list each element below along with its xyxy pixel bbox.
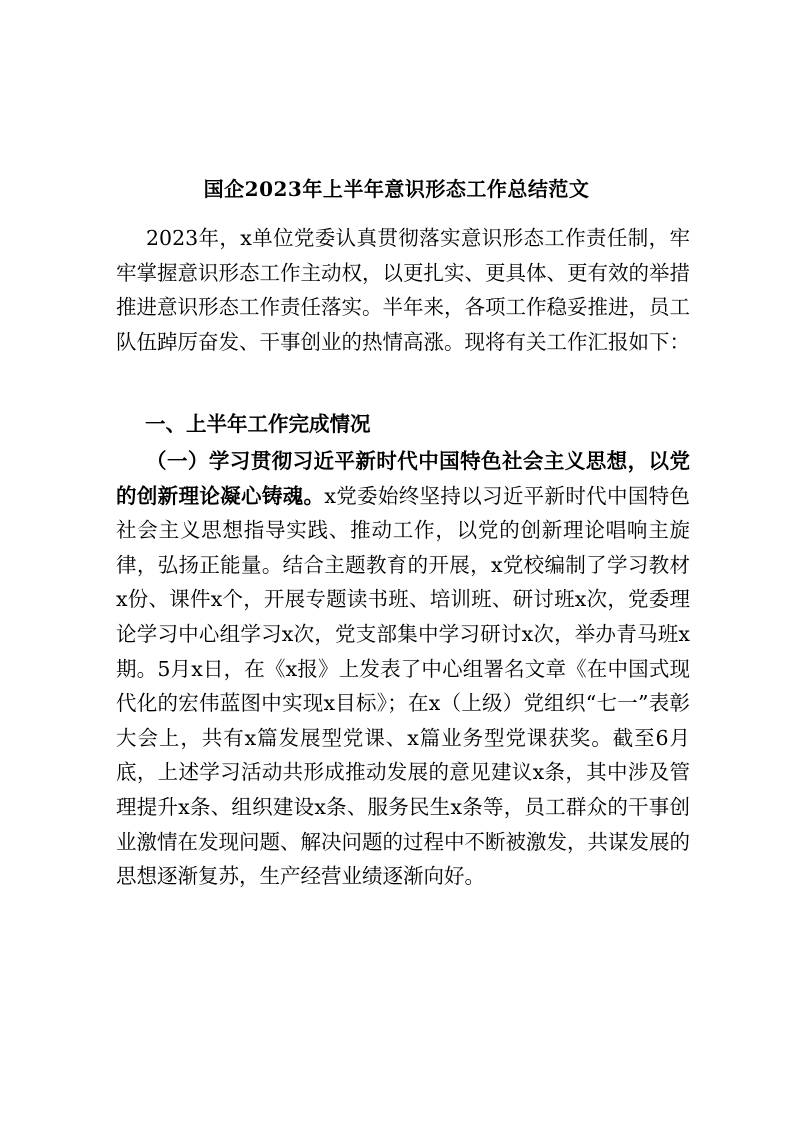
- subsection-1-paragraph: [116, 444, 690, 894]
- subsection-1-heading: （一）学习贯彻习近平新时代中国特色社会主义思想，以党的创新理论凝心铸魂。: [116, 449, 690, 508]
- subsection-1-body: x党委始终坚持以习近平新时代中国特色社会主义思想指导实践、推动工作，以党的创新理论唱响主旋律，弘扬正能量。结合主题教育的开展，x党校编制了学习教材x份、课件x个，开展专题读书班、培训班、研讨班x次，党委理论学习中心组学习x次，党支部集中学习研讨x次，举办青马班x期。5月x日，在《x报》上发表了中心组署名文章《在中国式现代化的宏伟蓝图中实现x目标》；在x（上级）党组织“七一”表彰大会上，共有x篇发展型党课、x篇业务型党课获奖。截至6月底，上述学习活动共形成推动发展的意见建议x条，其中涉及管理提升x条、组织建设x条、服务民生x条等，员工群众的干事创业激情在发现问题、解决问题的过程中不断被激发，共谋发展的思想逐渐复苏，生产经营业绩逐渐向好。: [116, 483, 691, 889]
- document-title: 国企2023年上半年意识形态工作总结范文: [203, 177, 590, 201]
- intro-paragraph: 2023年，x单位党委认真贯彻落实意识形态工作责任制，牢牢掌握意识形态工作主动权，以更扎实、更具体、更有效的举措推进意识形态工作责任落实。半年来，各项工作稳妥推进，员工队伍踔厉奋发、干事创业的热情高涨。现将有关工作汇报如下：: [116, 226, 690, 354]
- section-heading-1: 一、上半年工作完成情况: [145, 412, 371, 436]
